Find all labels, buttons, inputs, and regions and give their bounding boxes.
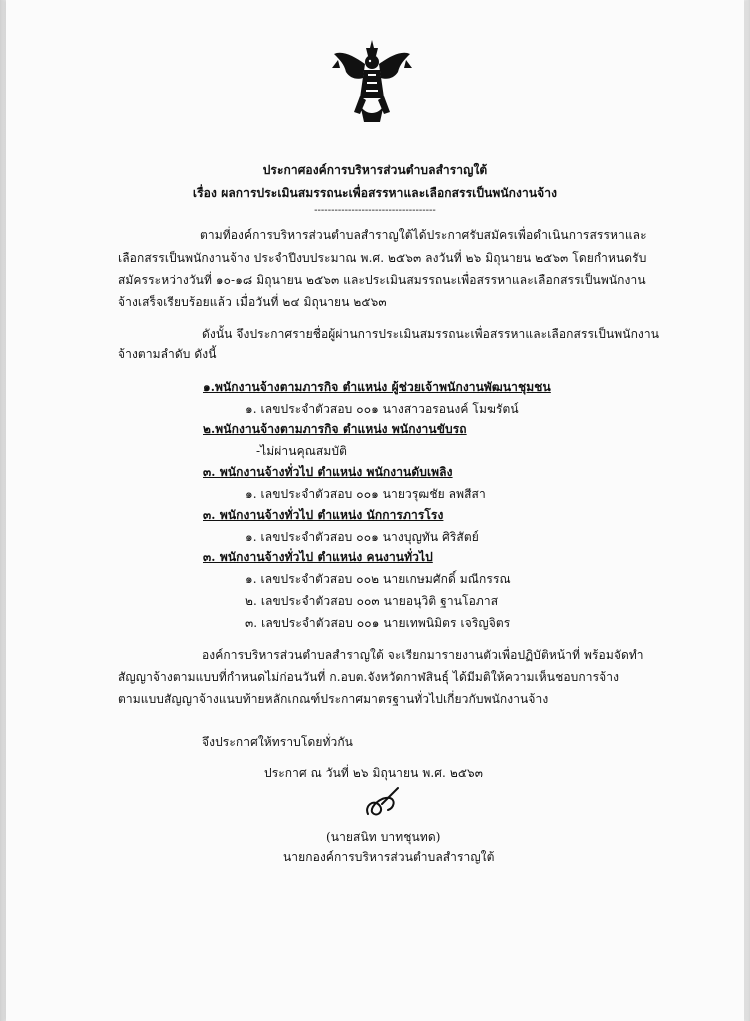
position-heading-3: ๓. พนักงานจ้างทั่วไป ตำแหน่ง พนักงานดับเพลิง xyxy=(203,465,453,479)
candidate-item: -ไม่ผ่านคุณสมบัติ xyxy=(256,444,347,458)
candidate-item: ๓. เลขประจำตัวสอบ ๐๐๑ นายเทพนิมิตร เจริญจิตร xyxy=(245,616,511,630)
candidate-item: ๑. เลขประจำตัวสอบ ๐๐๑ นางบุญทัน ศิริสัตย์ xyxy=(245,530,479,544)
candidate-item: ๑. เลขประจำตัวสอบ ๐๐๑ นายวรุฒชัย ลพสีสา xyxy=(245,487,486,501)
title-divider: ------------------------------------ xyxy=(314,205,436,216)
announcement-subject: เรื่อง ผลการประเมินสมรรถนะเพื่อสรรหาและเลือกสรรเป็นพนักงานจ้าง xyxy=(192,186,558,200)
announcement-date: ประกาศ ณ วันที่ ๒๖ มิถุนายน พ.ศ. ๒๕๖๓ xyxy=(264,766,484,780)
announcement-title: ประกาศองค์การบริหารส่วนตำบลสำราญใต้ xyxy=(262,163,488,177)
closing-line-3: ตามแบบสัญญาจ้างแนบท้ายหลักเกณฑ์ประกาศมาตรฐานทั่วไปเกี่ยวกับพนักงานจ้าง xyxy=(118,692,549,706)
candidate-item: ๑. เลขประจำตัวสอบ ๐๐๒ นายเกษมศักดิ์ มณีกรรณ xyxy=(245,572,511,586)
intro-line-3: สมัครระหว่างวันที่ ๑๐-๑๘ มิถุนายน ๒๕๖๓ และประเมินสมรรถนะเพื่อสรรหาและเลือกสรรเป็นพนักงาน xyxy=(118,273,646,287)
position-heading-4: ๓. พนักงานจ้างทั่วไป ตำแหน่ง นักการภารโรง xyxy=(203,508,444,522)
signature xyxy=(360,784,404,824)
signer-position: นายกองค์การบริหารส่วนตำบลสำราญใต้ xyxy=(283,850,495,864)
garuda-emblem xyxy=(330,38,414,124)
announce-line-1: ดังนั้น จึงประกาศรายชื่อผู้ผ่านการประเมินสมรรถนะเพื่อสรรหาและเลือกสรรเป็นพนักงาน xyxy=(202,327,660,341)
position-heading-2: ๒.พนักงานจ้างตามภารกิจ ตำแหน่ง พนักงานขับรถ xyxy=(203,422,467,436)
candidate-item: ๒. เลขประจำตัวสอบ ๐๐๓ นายอนุวิติ ฐานโอภาส xyxy=(245,594,499,608)
position-heading-5: ๓. พนักงานจ้างทั่วไป ตำแหน่ง คนงานทั่วไป xyxy=(203,550,433,564)
closing-line-1: องค์การบริหารส่วนตำบลสำราญใต้ จะเรียกมารายงานตัวเพื่อปฏิบัติหน้าที่ พร้อมจัดทำ xyxy=(202,648,644,662)
intro-line-1: ตามที่องค์การบริหารส่วนตำบลสำราญใต้ได้ประกาศรับสมัครเพื่อดำเนินการสรรหาและ xyxy=(200,228,647,242)
notice-text: จึงประกาศให้ทราบโดยทั่วกัน xyxy=(202,735,353,749)
position-heading-1: ๑.พนักงานจ้างตามภารกิจ ตำแหน่ง ผู้ช่วยเจ้าพนักงานพัฒนาชุมชน xyxy=(203,380,551,394)
intro-line-2: เลือกสรรเป็นพนักงานจ้าง ประจำปีงบประมาณ พ.ศ. ๒๕๖๓ ลงวันที่ ๒๖ มิถุนายน ๒๕๖๓ โดยกำหนดรับ xyxy=(118,251,647,265)
announce-line-2: จ้างตามลำดับ ดังนี้ xyxy=(118,347,217,361)
page-edge-right xyxy=(744,0,750,1021)
signer-name: (นายสนิท บาทชุนทด) xyxy=(326,830,441,844)
candidate-item: ๑. เลขประจำตัวสอบ ๐๐๑ นางสาวอรอนงค์ โมฆรัตน์ xyxy=(245,402,519,416)
intro-line-4: จ้างเสร็จเรียบร้อยแล้ว เมื่อวันที่ ๒๔ มิถุนายน ๒๕๖๓ xyxy=(118,295,387,309)
closing-line-2: สัญญาจ้างตามแบบที่กำหนดไม่ก่อนวันที่ ก.อบต.จังหวัดกาฬสินธุ์ ได้มีมติให้ความเห็นชอบการจ้าง xyxy=(118,670,620,684)
